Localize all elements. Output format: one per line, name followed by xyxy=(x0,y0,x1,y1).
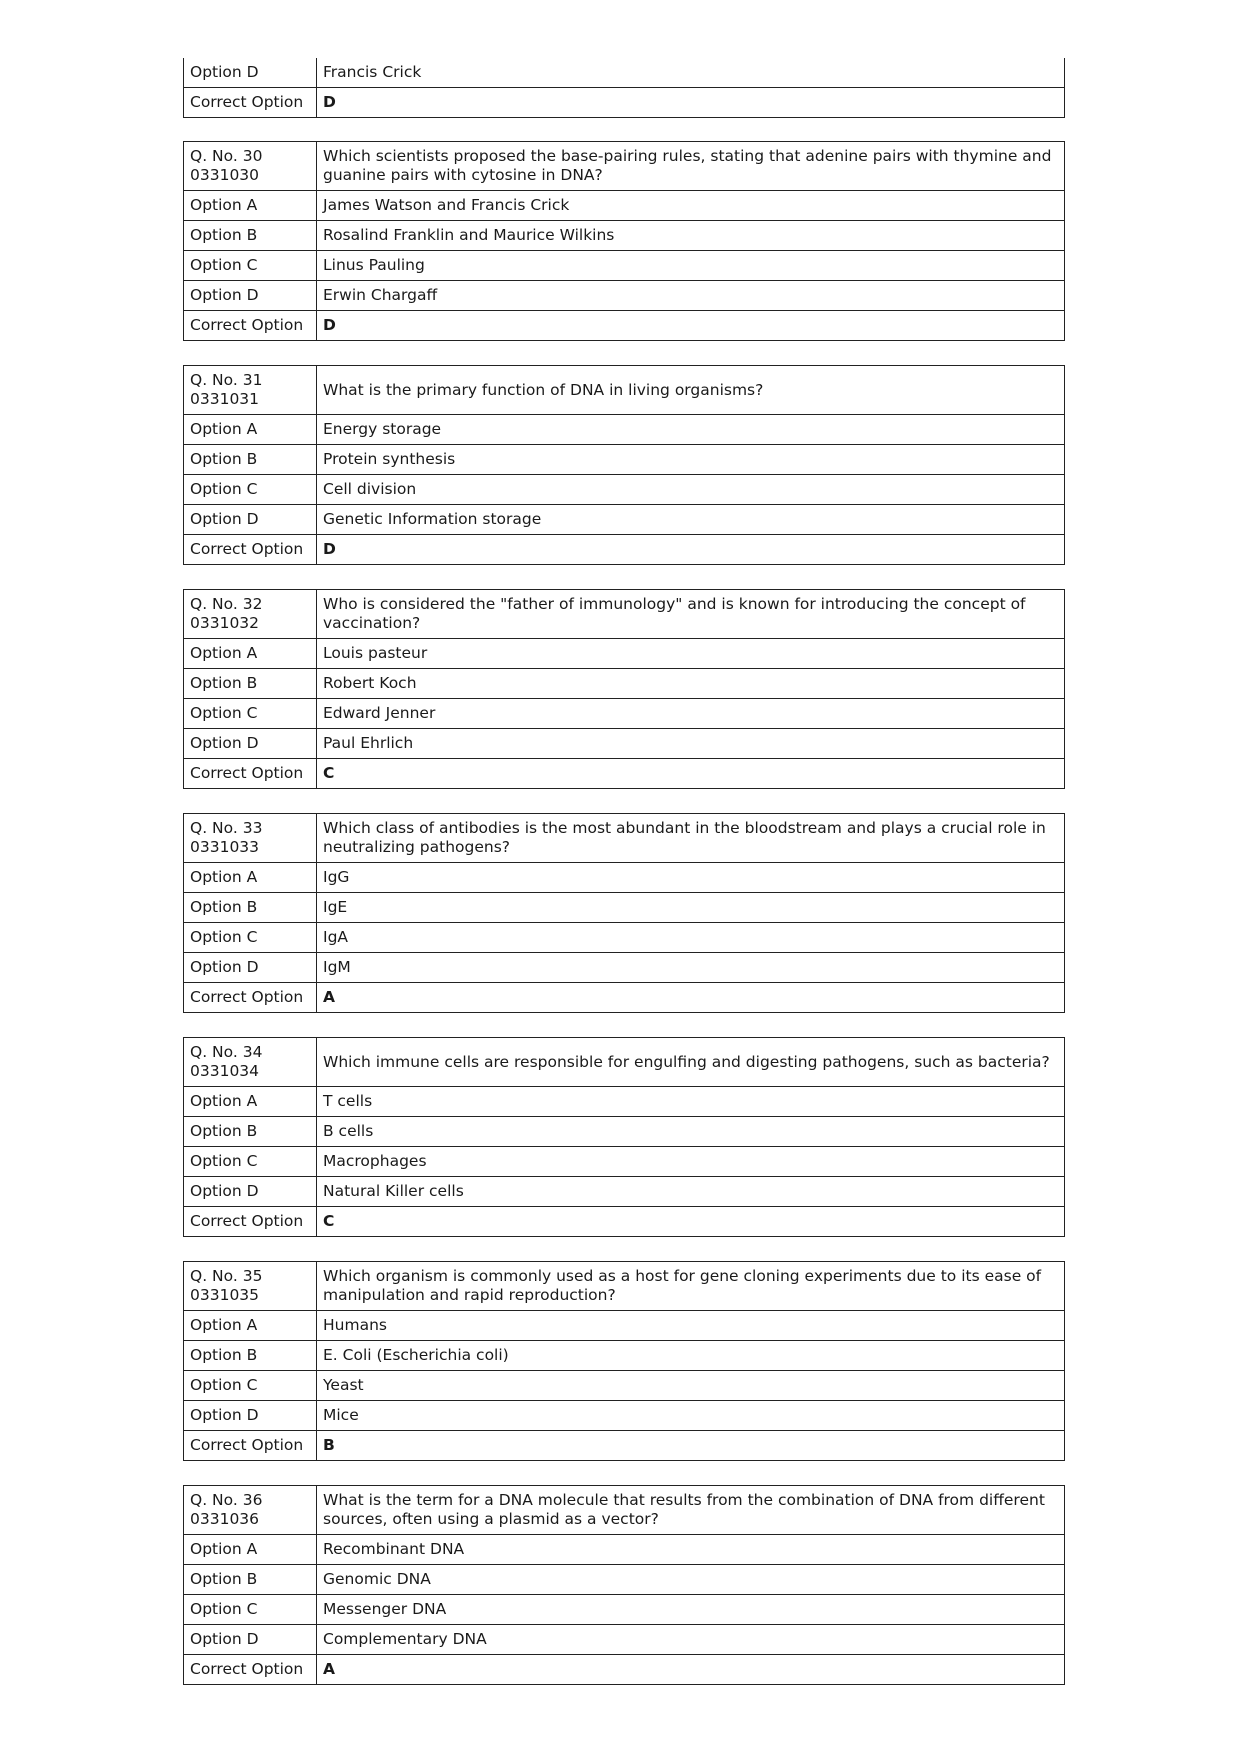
option-a-row xyxy=(184,191,1065,221)
option-d-label: Option D xyxy=(184,953,317,983)
option-d-label: Option D xyxy=(184,1401,317,1431)
correct-option-row xyxy=(184,1655,1065,1685)
option-b-row xyxy=(184,1565,1065,1595)
correct-option-value: A xyxy=(317,983,1065,1013)
question-text: Who is considered the "father of immunology" and is known for introducing the concept of vaccination? xyxy=(317,590,1065,639)
option-d-text: Erwin Chargaff xyxy=(317,281,1065,311)
question-row xyxy=(184,1262,1065,1311)
option-c-text: Macrophages xyxy=(317,1147,1065,1177)
option-d-label: Option D xyxy=(184,505,317,535)
option-a-row xyxy=(184,1087,1065,1117)
question-code: 0331032 xyxy=(190,614,260,632)
option-d-row xyxy=(184,1401,1065,1431)
option-a-text: T cells xyxy=(317,1087,1065,1117)
option-b-text: Robert Koch xyxy=(317,669,1065,699)
correct-option-label: Correct Option xyxy=(184,983,317,1013)
option-b-label: Option B xyxy=(184,1565,317,1595)
option-c-label: Option C xyxy=(184,923,317,953)
question-number xyxy=(184,1262,317,1311)
option-b-label: Option B xyxy=(184,669,317,699)
question-code: 0331035 xyxy=(190,1286,260,1304)
question-text: Which class of antibodies is the most abundant in the bloodstream and plays a crucial role in neutralizing pathogens? xyxy=(317,814,1065,863)
question-row xyxy=(184,366,1065,415)
correct-option-value: D xyxy=(317,535,1065,565)
question-no: Q. No. 35 xyxy=(190,1267,263,1285)
correct-option-label: Correct Option xyxy=(184,535,317,565)
correct-option-row xyxy=(184,311,1065,341)
option-a-row xyxy=(184,415,1065,445)
option-c-label: Option C xyxy=(184,1595,317,1625)
question-code: 0331034 xyxy=(190,1062,260,1080)
option-b-text: Protein synthesis xyxy=(317,445,1065,475)
option-c-row xyxy=(184,923,1065,953)
option-b-text: Genomic DNA xyxy=(317,1565,1065,1595)
correct-option-value: D xyxy=(317,88,1065,118)
question-no: Q. No. 31 xyxy=(190,371,263,389)
option-c-row xyxy=(184,699,1065,729)
correct-option-row xyxy=(184,1207,1065,1237)
question-row xyxy=(184,814,1065,863)
question-text: What is the primary function of DNA in living organisms? xyxy=(317,366,1065,415)
correct-option-label: Correct Option xyxy=(184,1431,317,1461)
question-31-table xyxy=(183,365,1065,565)
option-b-label: Option B xyxy=(184,1117,317,1147)
option-b-text: B cells xyxy=(317,1117,1065,1147)
question-code: 0331031 xyxy=(190,390,260,408)
option-d-row xyxy=(184,281,1065,311)
correct-option-value: B xyxy=(317,1431,1065,1461)
question-number xyxy=(184,590,317,639)
option-d-label: Option D xyxy=(184,1177,317,1207)
option-b-row xyxy=(184,893,1065,923)
option-c-label: Option C xyxy=(184,475,317,505)
option-c-label: Option C xyxy=(184,1147,317,1177)
option-d-row xyxy=(184,1177,1065,1207)
option-d-label: Option D xyxy=(184,729,317,759)
option-b-row xyxy=(184,1341,1065,1371)
option-b-text: IgE xyxy=(317,893,1065,923)
option-b-row xyxy=(184,445,1065,475)
option-d-row xyxy=(184,729,1065,759)
question-code: 0331036 xyxy=(190,1510,260,1528)
correct-option-value: C xyxy=(317,759,1065,789)
correct-option-row xyxy=(184,983,1065,1013)
question-no: Q. No. 34 xyxy=(190,1043,263,1061)
option-a-text: Recombinant DNA xyxy=(317,1535,1065,1565)
option-d-row xyxy=(184,1625,1065,1655)
option-a-label: Option A xyxy=(184,415,317,445)
option-c-text: Cell division xyxy=(317,475,1065,505)
question-code: 0331030 xyxy=(190,166,260,184)
option-d-row xyxy=(184,953,1065,983)
correct-option-row xyxy=(184,1431,1065,1461)
option-d-text: Genetic Information storage xyxy=(317,505,1065,535)
question-no: Q. No. 32 xyxy=(190,595,263,613)
option-a-text: IgG xyxy=(317,863,1065,893)
option-a-row xyxy=(184,1535,1065,1565)
correct-option-value: C xyxy=(317,1207,1065,1237)
question-number xyxy=(184,142,317,191)
question-row xyxy=(184,590,1065,639)
option-b-text: Rosalind Franklin and Maurice Wilkins xyxy=(317,221,1065,251)
option-a-label: Option A xyxy=(184,1311,317,1341)
option-d-text: Francis Crick xyxy=(317,58,1065,88)
question-no: Q. No. 30 xyxy=(190,147,263,165)
option-b-label: Option B xyxy=(184,893,317,923)
option-c-row xyxy=(184,251,1065,281)
correct-option-label: Correct Option xyxy=(184,311,317,341)
option-c-label: Option C xyxy=(184,699,317,729)
option-d-text: Mice xyxy=(317,1401,1065,1431)
option-d-text: Complementary DNA xyxy=(317,1625,1065,1655)
option-a-text: James Watson and Francis Crick xyxy=(317,191,1065,221)
option-b-row xyxy=(184,221,1065,251)
option-a-label: Option A xyxy=(184,1087,317,1117)
question-36-table xyxy=(183,1485,1065,1685)
option-a-text: Energy storage xyxy=(317,415,1065,445)
option-a-text: Louis pasteur xyxy=(317,639,1065,669)
option-b-label: Option B xyxy=(184,1341,317,1371)
option-a-label: Option A xyxy=(184,863,317,893)
option-b-label: Option B xyxy=(184,445,317,475)
option-d-label: Option D xyxy=(184,1625,317,1655)
option-d-row xyxy=(184,505,1065,535)
question-35-table xyxy=(183,1261,1065,1461)
question-34-table xyxy=(183,1037,1065,1237)
question-text: What is the term for a DNA molecule that results from the combination of DNA from different sources, often using a plasmid as a vector? xyxy=(317,1486,1065,1535)
option-c-row xyxy=(184,1371,1065,1401)
question-number xyxy=(184,366,317,415)
option-b-row xyxy=(184,1117,1065,1147)
option-c-row xyxy=(184,1595,1065,1625)
question-row xyxy=(184,142,1065,191)
correct-option-label: Correct Option xyxy=(184,1207,317,1237)
question-text: Which scientists proposed the base-pairing rules, stating that adenine pairs with thymine and guanine pairs with cytosine in DNA? xyxy=(317,142,1065,191)
option-d-text: Natural Killer cells xyxy=(317,1177,1065,1207)
question-number xyxy=(184,1486,317,1535)
correct-option-value: A xyxy=(317,1655,1065,1685)
option-a-label: Option A xyxy=(184,639,317,669)
correct-option-label: Correct Option xyxy=(184,88,317,118)
option-c-text: Yeast xyxy=(317,1371,1065,1401)
correct-option-row xyxy=(184,759,1065,789)
option-a-text: Humans xyxy=(317,1311,1065,1341)
question-33-table xyxy=(183,813,1065,1013)
option-a-label: Option A xyxy=(184,1535,317,1565)
option-a-row xyxy=(184,1311,1065,1341)
option-c-text: Messenger DNA xyxy=(317,1595,1065,1625)
question-code: 0331033 xyxy=(190,838,260,856)
question-text: Which immune cells are responsible for engulfing and digesting pathogens, such as bacteria? xyxy=(317,1038,1065,1087)
question-number xyxy=(184,1038,317,1087)
option-c-row xyxy=(184,475,1065,505)
option-d-text: Paul Ehrlich xyxy=(317,729,1065,759)
option-b-label: Option B xyxy=(184,221,317,251)
question-text: Which organism is commonly used as a host for gene cloning experiments due to its ease of manipulation and rapid reproduction? xyxy=(317,1262,1065,1311)
question-30-table xyxy=(183,141,1065,341)
question-row xyxy=(184,1038,1065,1087)
question-number xyxy=(184,814,317,863)
option-c-row xyxy=(184,1147,1065,1177)
option-b-row xyxy=(184,669,1065,699)
question-no: Q. No. 36 xyxy=(190,1491,263,1509)
option-a-row xyxy=(184,639,1065,669)
option-c-text: Linus Pauling xyxy=(317,251,1065,281)
option-c-label: Option C xyxy=(184,1371,317,1401)
correct-option-row xyxy=(184,88,1065,118)
correct-option-row xyxy=(184,535,1065,565)
question-29-continued-table xyxy=(183,58,1065,118)
option-d-text: IgM xyxy=(317,953,1065,983)
option-d-row xyxy=(184,58,1065,88)
question-32-table xyxy=(183,589,1065,789)
option-c-label: Option C xyxy=(184,251,317,281)
option-a-row xyxy=(184,863,1065,893)
question-no: Q. No. 33 xyxy=(190,819,263,837)
option-a-label: Option A xyxy=(184,191,317,221)
option-d-label: Option D xyxy=(184,58,317,88)
option-d-label: Option D xyxy=(184,281,317,311)
correct-option-label: Correct Option xyxy=(184,1655,317,1685)
option-c-text: IgA xyxy=(317,923,1065,953)
option-b-text: E. Coli (Escherichia coli) xyxy=(317,1341,1065,1371)
option-c-text: Edward Jenner xyxy=(317,699,1065,729)
question-row xyxy=(184,1486,1065,1535)
correct-option-value: D xyxy=(317,311,1065,341)
correct-option-label: Correct Option xyxy=(184,759,317,789)
